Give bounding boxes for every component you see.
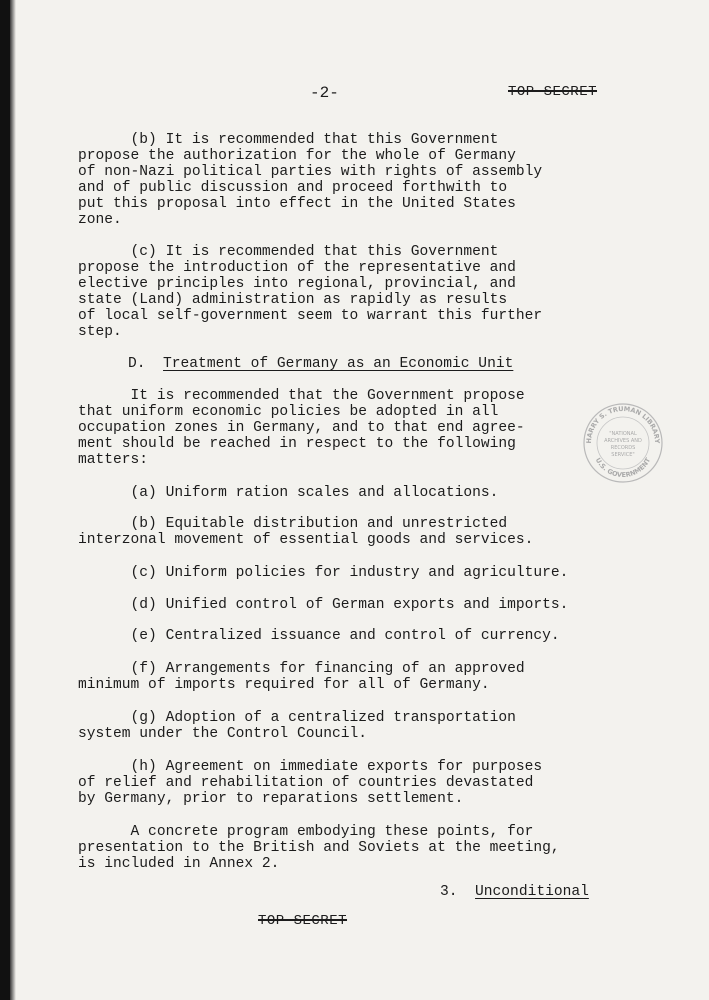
item-d: (d) Unified control of German exports and imports. bbox=[78, 597, 569, 613]
stamp-top-text: HARRY S. TRUMAN LIBRARY bbox=[584, 404, 662, 444]
next-section-word: Unconditional bbox=[475, 884, 589, 900]
stamp-line-2: ARCHIVES AND bbox=[604, 438, 642, 444]
section-d-title: Treatment of Germany as an Economic Unit bbox=[163, 356, 514, 372]
archives-seal-stamp bbox=[582, 402, 664, 484]
next-section-number: 3. bbox=[440, 884, 458, 900]
closing-paragraph: A concrete program embodying these points, for presentation to the British and Soviets at the meeting, is included in Annex 2. bbox=[78, 824, 560, 872]
item-c: (c) Uniform policies for industry and agriculture. bbox=[78, 565, 569, 581]
item-a: (a) Uniform ration scales and allocations. bbox=[78, 485, 499, 501]
section-d-heading bbox=[128, 356, 513, 372]
item-h: (h) Agreement on immediate exports for purposes of relief and rehabilitation of countries devastated by Germany, prior to reparations settlement. bbox=[78, 759, 543, 807]
paragraph-intro: It is recommended that the Government propose that uniform economic policies be adopted in all occupation zones in Germany, and to that end agree- ment should be reached in respect to the following matters: bbox=[78, 388, 525, 468]
binding-edge bbox=[0, 0, 10, 1000]
paragraph-c: (c) It is recommended that this Government propose the introduction of the representative and elective principles into regional, provincial, and state (Land) administration as rapidly as results of local self-government seem to warrant this further step. bbox=[78, 244, 543, 340]
classification-footer: TOP SECRET bbox=[258, 913, 348, 929]
stamp-line-3: RECORDS bbox=[610, 445, 636, 451]
section-d-letter: D. bbox=[128, 356, 146, 372]
stamp-line-4: SERVICE" bbox=[611, 452, 635, 458]
item-b: (b) Equitable distribution and unrestricted interzonal movement of essential goods and services. bbox=[78, 516, 534, 548]
classification-header: TOP SECRET bbox=[508, 84, 598, 100]
page-number: -2- bbox=[310, 84, 339, 102]
item-f: (f) Arrangements for financing of an approved minimum of imports required for all of Germany. bbox=[78, 661, 525, 693]
binding-shadow bbox=[10, 0, 16, 1000]
stamp-line-1: "NATIONAL bbox=[609, 431, 637, 437]
item-g: (g) Adoption of a centralized transportation system under the Control Council. bbox=[78, 710, 516, 742]
next-page-catchword bbox=[440, 884, 589, 900]
stamp-bottom-text: U.S. GOVERNMENT bbox=[593, 456, 653, 480]
item-e: (e) Centralized issuance and control of currency. bbox=[78, 628, 560, 644]
paragraph-b: (b) It is recommended that this Government propose the authorization for the whole of Germany of non-Nazi political parties with rights of assembly and of public discussion and proceed forthwith to put this proposal into effect in the United States zone. bbox=[78, 132, 543, 228]
